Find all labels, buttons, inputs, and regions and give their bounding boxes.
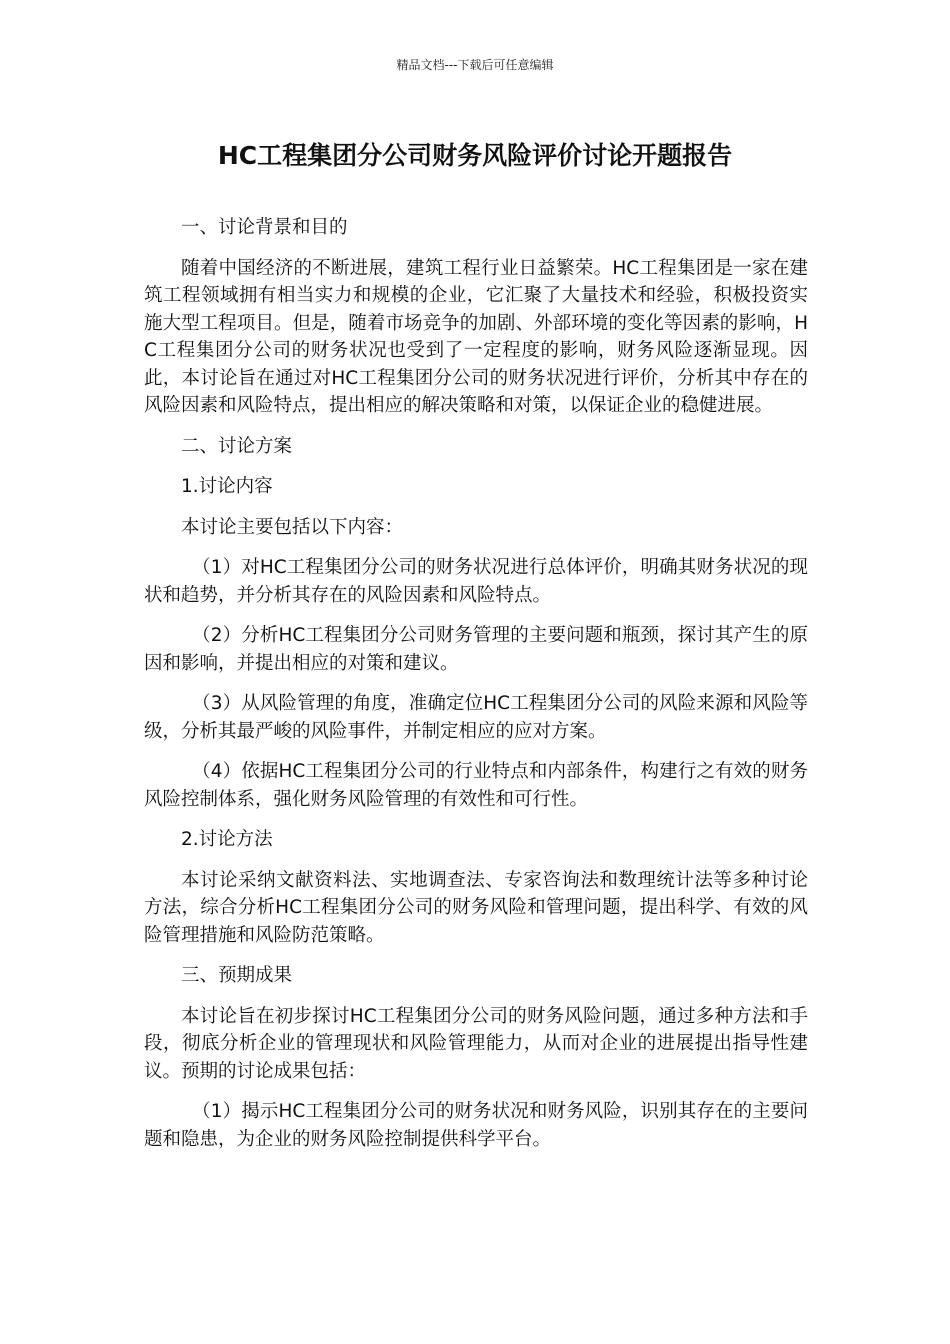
paragraph-background: 随着中国经济的不断进展，建筑工程行业日益繁荣。HC工程集团是一家在建筑工程领域拥有相当实力和规模的企业，它汇聚了大量技术和经验，积极投资实施大型工程项目。但是，随着市场竞争的加剧、外部环境的变化等因素的影响，HC工程集团分公司的财务状况也受到了一定程度的影响，财务风险逐渐显现。因此，本讨论旨在通过对HC工程集团分公司的财务状况进行评价，分析其中存在的风险因素和风险特点，提出相应的解决策略和对策，以保证企业的稳健进展。: [144, 257, 808, 416]
document-title: HC工程集团分公司财务风险评价讨论开题报告: [217, 141, 733, 170]
document-body: [144, 214, 808, 1166]
list-item-content-2: （2）分析HC工程集团分公司财务管理的主要问题和瓶颈，探讨其产生的原因和影响，并提出相应的对策和建议。: [144, 625, 808, 674]
list-item-outcome-1: （1）揭示HC工程集团分公司的财务状况和财务风险，识别其存在的主要问题和隐患，为企业的财务风险控制提供科学平台。: [144, 1101, 808, 1150]
paragraph-methods: 本讨论采纳文献资料法、实地调查法、专家咨询法和数理统计法等多种讨论方法，综合分析HC工程集团分公司的财务风险和管理问题，提出科学、有效的风险管理措施和风险防范策略。: [144, 869, 808, 946]
header-note: 精品文档---下载后可任意编辑: [396, 58, 554, 72]
section-heading-plan: 二、讨论方案: [181, 435, 293, 457]
section-heading-outcomes: 三、预期成果: [181, 965, 293, 986]
paragraph-outcomes: 本讨论旨在初步探讨HC工程集团分公司的财务风险问题，通过多种方法和手段，彻底分析企业的管理现状和风险管理能力，从而对企业的进展提出指导性建议。预期的讨论成果包括：: [144, 1005, 808, 1082]
list-item-content-3: （3）从风险管理的角度，准确定位HC工程集团分公司的风险来源和风险等级，分析其最严峻的风险事件，并制定相应的应对方案。: [144, 693, 808, 742]
subheading-methods: 2.讨论方法: [181, 829, 273, 850]
list-item-content-4: （4）依据HC工程集团分公司的行业特点和内部条件，构建行之有效的财务风险控制体系，强化财务风险管理的有效性和可行性。: [144, 761, 808, 810]
list-item-content-1: （1）对HC工程集团分公司的财务状况进行总体评价，明确其财务状况的现状和趋势，并分析其存在的风险因素和风险特点。: [144, 557, 808, 606]
section-heading-background: 一、讨论背景和目的: [181, 217, 348, 238]
paragraph-content-intro: 本讨论主要包括以下内容：: [181, 516, 404, 538]
subheading-content: 1.讨论内容: [181, 476, 273, 497]
